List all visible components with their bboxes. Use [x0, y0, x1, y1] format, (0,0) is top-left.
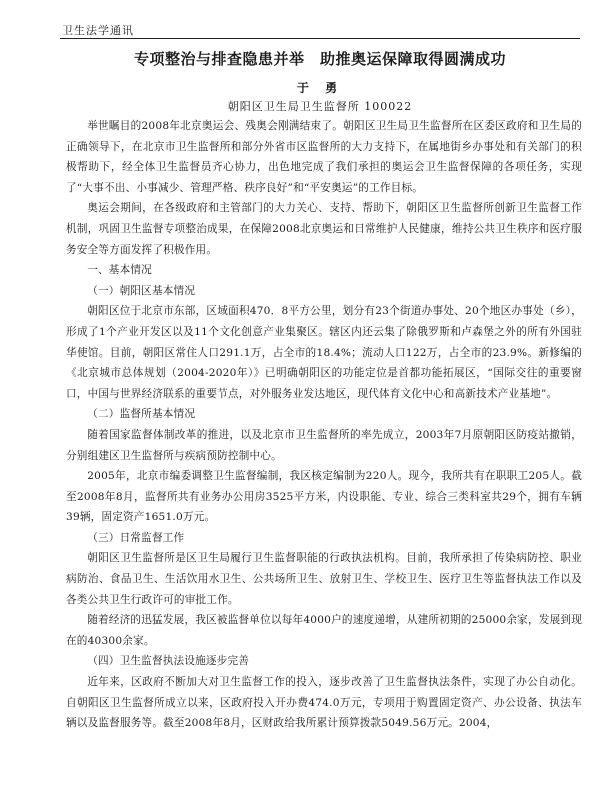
subsection-heading: （二）监督所基本情况 [87, 408, 196, 421]
body-paragraph: 随着经济的迅猛发展，我区被监督单位以每年4000户的速度递增，从建所初期的25000余家，发展到现在的40300余家。 [66, 614, 582, 647]
article-body [66, 116, 582, 734]
author-affiliation: 朝阳区卫生局卫生监督所 100022 [227, 100, 413, 113]
body-paragraph: 举世瞩目的2008年北京奥运会、残奥会刚满结束了。朝阳区卫生局卫生监督所在区委区政府和卫生局的正确领导下，在北京市卫生监督所和部分外省市区监督所的大力支持下，在属地街乡办事处和有关部门的积极帮助下，经全体卫生监督员齐心协力，出色地完成了我们承担的奥运会卫生监督保障的各项任务，实现了“大事不出、小事减少、管理严格、秩序良好”和“平安奥运”的工作目标。 [66, 120, 582, 194]
body-paragraph: 奥运会期间，在各级政府和主管部门的大力关心、支持、帮助下，朝阳区卫生监督所创新卫生监督工作机制，巩固卫生监督专项整治成果，在保障2008北京奥运和日常维护人民健康，维持公共卫生秩序和医疗服务安全等方面发挥了积极作用。 [66, 202, 582, 256]
article-title: 专项整治与排查隐患并举 助推奥运保障取得圆满成功 [133, 50, 506, 68]
body-paragraph: 近年来，区政府不断加大对卫生监督工作的投入，逐步改善了卫生监督执法条件，实现了办公自动化。自朝阳区卫生监督所成立以来，区政府投入开办费474.0万元，专项用于购置固定资产、办公设备、执法车辆以及监督服务等。截至2008年8月，区财政给我所累计预算拨款5049.56万元。2004， [66, 676, 582, 730]
body-paragraph: 随着国家监督体制改革的推进，以及北京市卫生监督所的率先成立，2003年7月原朝阳区防疫站撤销，分别组建区卫生监督所与疾病预防控制中心。 [66, 428, 582, 462]
subsection-heading: （三）日常监督工作 [87, 531, 185, 544]
body-paragraph: 朝阳区卫生监督所是区卫生局履行卫生监督职能的行政执法机构。目前，我所承担了传染病防控、职业病防治、食品卫生、生活饮用水卫生、公共场所卫生、放射卫生、学校卫生、医疗卫生等监督执法工作以及各类公共卫生行政许可的审批工作。 [66, 552, 582, 606]
header-divider [60, 38, 580, 39]
section-heading: 一、基本情况 [87, 264, 152, 277]
subsection-heading: （一）朝阳区基本情况 [87, 284, 196, 297]
body-paragraph: 2005年，北京市编委调整卫生监督编制，我区核定编制为220人。现今，我所共有在职职工205人。截至2008年8月，监督所共有业务办公用房3525平方米，内设职能、专业、综合三类科室共29个，拥有车辆39辆，固定资产1651.0万元。 [66, 470, 582, 524]
journal-running-header: 卫生法学通讯 [62, 24, 134, 37]
body-paragraph: 朝阳区位于北京市东部，区域面积470．8平方公里，划分有23个街道办事处、20个地区办事处（乡），形成了1个产业开发区以及11个文化创意产业集聚区。辖区内还云集了除俄罗斯和卢森堡之外的所有外国驻华使馆。目前，朝阳区常住人口291.1万，占全市的18.4%；流动人口122万，占全市的23.9%。新修编的《北京城市总体规划（2004-2020年）》已明确朝阳区的功能定位是首都功能拓展区，“国际交往的重要窗口，中国与世界经济联系的重要节点，对外服务业发达地区，现代体育文化中心和高新技术产业基地”。 [66, 305, 582, 400]
subsection-heading: （四）卫生监督执法设施逐步完善 [87, 655, 250, 668]
article-author: 于 勇 [296, 81, 344, 95]
